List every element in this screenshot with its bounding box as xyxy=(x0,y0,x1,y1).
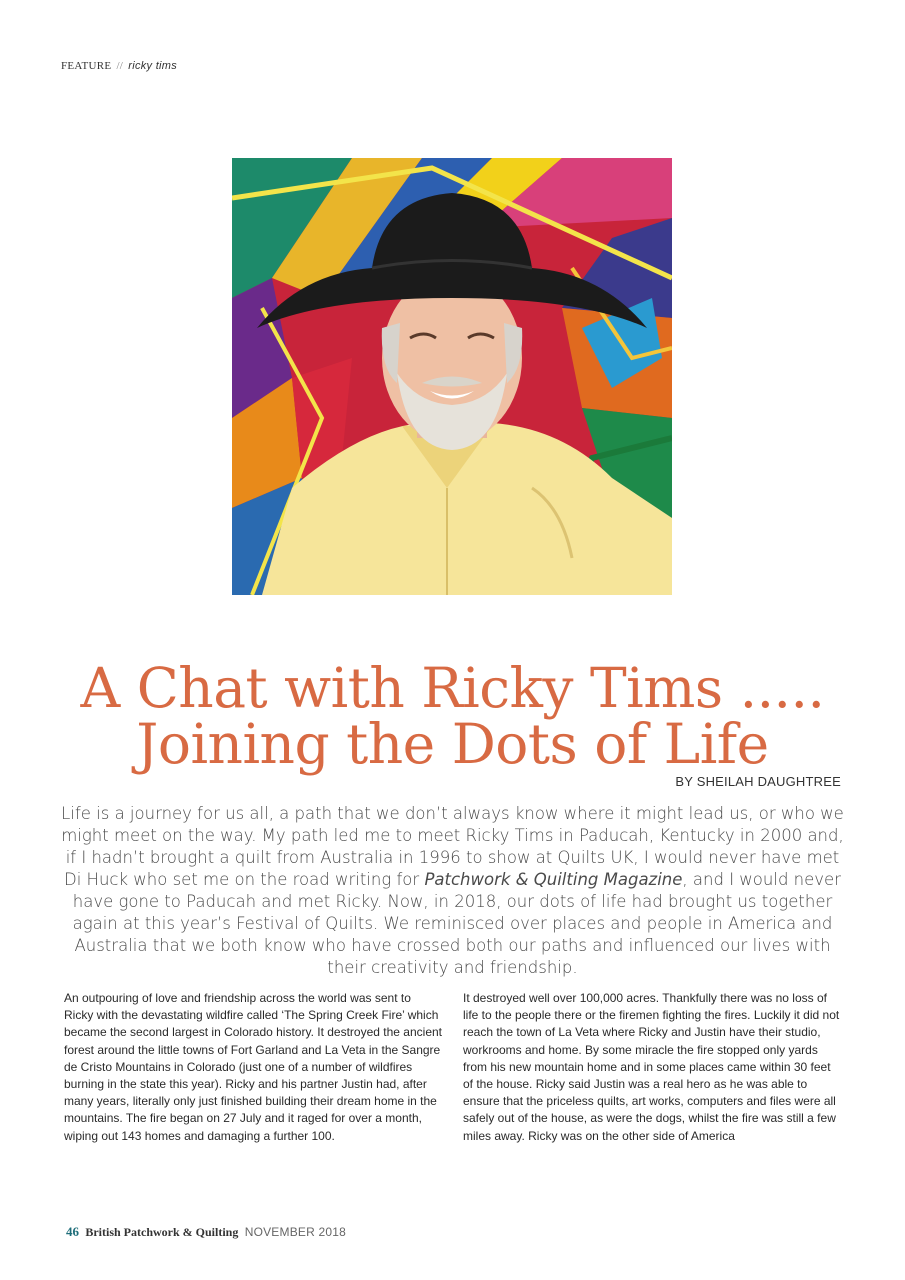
portrait-photo xyxy=(232,158,672,595)
footer-issue: NOVEMBER 2018 xyxy=(244,1225,347,1239)
body-column-left: An outpouring of love and friendship across the world was sent to Ricky with the devastating wildfire called ‘The Spring Creek Fire’ which became the second largest in Colorado history. It destroyed the ancient forest around the little towns of Fort Garland and La Veta in the Sangre de Cristo Mountains in Colorado (just one of a number of wildfires burning in the state this year). Ricky and his partner Justin had, after many years, literally only just finished building their dream home in the mountains. The fire began on 27 July and it raged for over a month, wiping out 143 homes and damaging a further 100. xyxy=(64,991,442,1143)
page-number: 46 xyxy=(66,1224,79,1239)
magazine-name: Patchwork & Quilting Magazine xyxy=(424,870,683,889)
page-footer xyxy=(66,1224,346,1240)
intro-part-2: , and I would never have gone to Paducah and met Ricky. Now, in 2018, our dots of life had brought us together again at this year’s Festival of Quilts. We reminisced over places and people in America and Australia that we both know who have crossed both our paths and influenced our lives with their creativity and friendship. xyxy=(72,870,841,977)
article-title xyxy=(0,656,905,776)
title-line-2: Joining the Dots of Life xyxy=(136,712,769,776)
header-section: FEATURE xyxy=(61,60,112,72)
footer-magazine: British Patchwork & Quilting xyxy=(85,1225,239,1239)
byline: BY SHEILAH DAUGHTREE xyxy=(675,774,841,789)
header-topic: ricky tims xyxy=(128,60,178,72)
header-separator: // xyxy=(116,60,124,72)
running-header xyxy=(61,60,177,72)
intro-part-1: Life is a journey for us all, a path that we don’t always know where it might lead us, or who we might meet on the way. My path led me to meet Ricky Tims in Paducah, Kentucky in 2000 and, if I hadn’t brought a quilt from Australia in 1996 to show at Quilts UK, I would never have met Di Huck who set me on the road writing for xyxy=(61,804,844,889)
title-line-1: A Chat with Ricky Tims ..... xyxy=(80,656,825,720)
portrait-man-in-black-cowboy-hat-icon xyxy=(232,158,672,595)
intro-paragraph xyxy=(60,803,845,979)
body-column-right: It destroyed well over 100,000 acres. Thankfully there was no loss of life to the people there or the firemen fighting the fires. Luckily it did not reach the town of La Veta where Ricky and Justin have their studio, workrooms and home. By some miracle the fire stopped only yards from his new mountain home and in some places came within 30 feet of the house. Ricky said Justin was a real hero as he was able to ensure that the priceless quilts, art works, computers and files were all safely out of the house, as were the dogs, whilst the fire was still a few miles away. Ricky was on the other side of America xyxy=(463,991,840,1143)
